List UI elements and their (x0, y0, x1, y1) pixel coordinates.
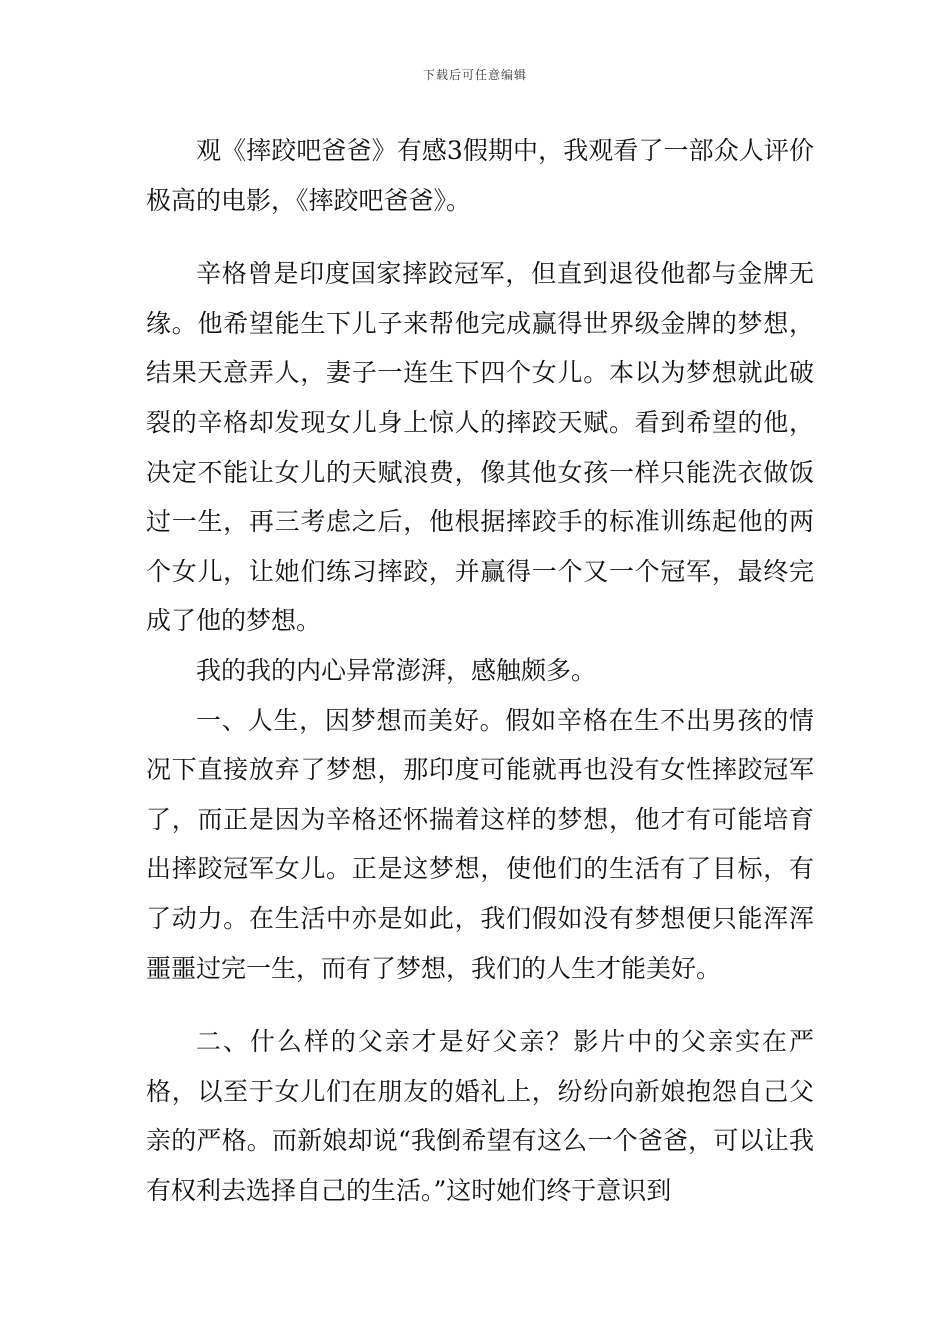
paragraph-point-two: 二、什么样的父亲才是好父亲？影片中的父亲实在严格，以至于女儿们在朋友的婚礼上，纷纷向新娘抱怨自己父亲的严格。而新娘却说“我倒希望有这么一个爸爸，可以让我有权利去选择自己的生活。”这时她们终于意识到 (146, 1027, 814, 1205)
paragraph-story: 辛格曾是印度国家摔跤冠军，但直到退役他都与金牌无缘。他希望能生下儿子来帮他完成赢得世界级金牌的梦想，结果天意弄人，妻子一连生下四个女儿。本以为梦想就此破裂的辛格却发现女儿身上惊人的摔跤天赋。看到希望的他，决定不能让女儿的天赋浪费，像其他女孩一样只能洗衣做饭过一生，再三考虑之后，他根据摔跤手的标准训练起他的两个女儿，让她们练习摔跤，并赢得一个又一个冠军，最终完成了他的梦想。 (146, 259, 814, 636)
document-body (146, 126, 814, 1215)
paragraph-feeling: 我的我的内心异常澎湃，感触颇多。 (196, 655, 597, 685)
paragraph-point-one: 一、人生，因梦想而美好。假如辛格在生不出男孩的情况下直接放弃了梦想，那印度可能就再也没有女性摔跤冠军了，而正是因为辛格还怀揣着这样的梦想，他才有可能培育出摔跤冠军女儿。正是这梦想，使他们的生活有了目标，有了动力。在生活中亦是如此，我们假如没有梦想便只能浑浑噩噩过完一生，而有了梦想，我们的人生才能美好。 (146, 705, 814, 983)
paragraph-intro: 观《摔跤吧爸爸》有感3假期中，我观看了一部众人评价极高的电影，《摔跤吧爸爸》。 (146, 136, 814, 215)
page-header: 下载后可任意编辑 (422, 68, 527, 82)
